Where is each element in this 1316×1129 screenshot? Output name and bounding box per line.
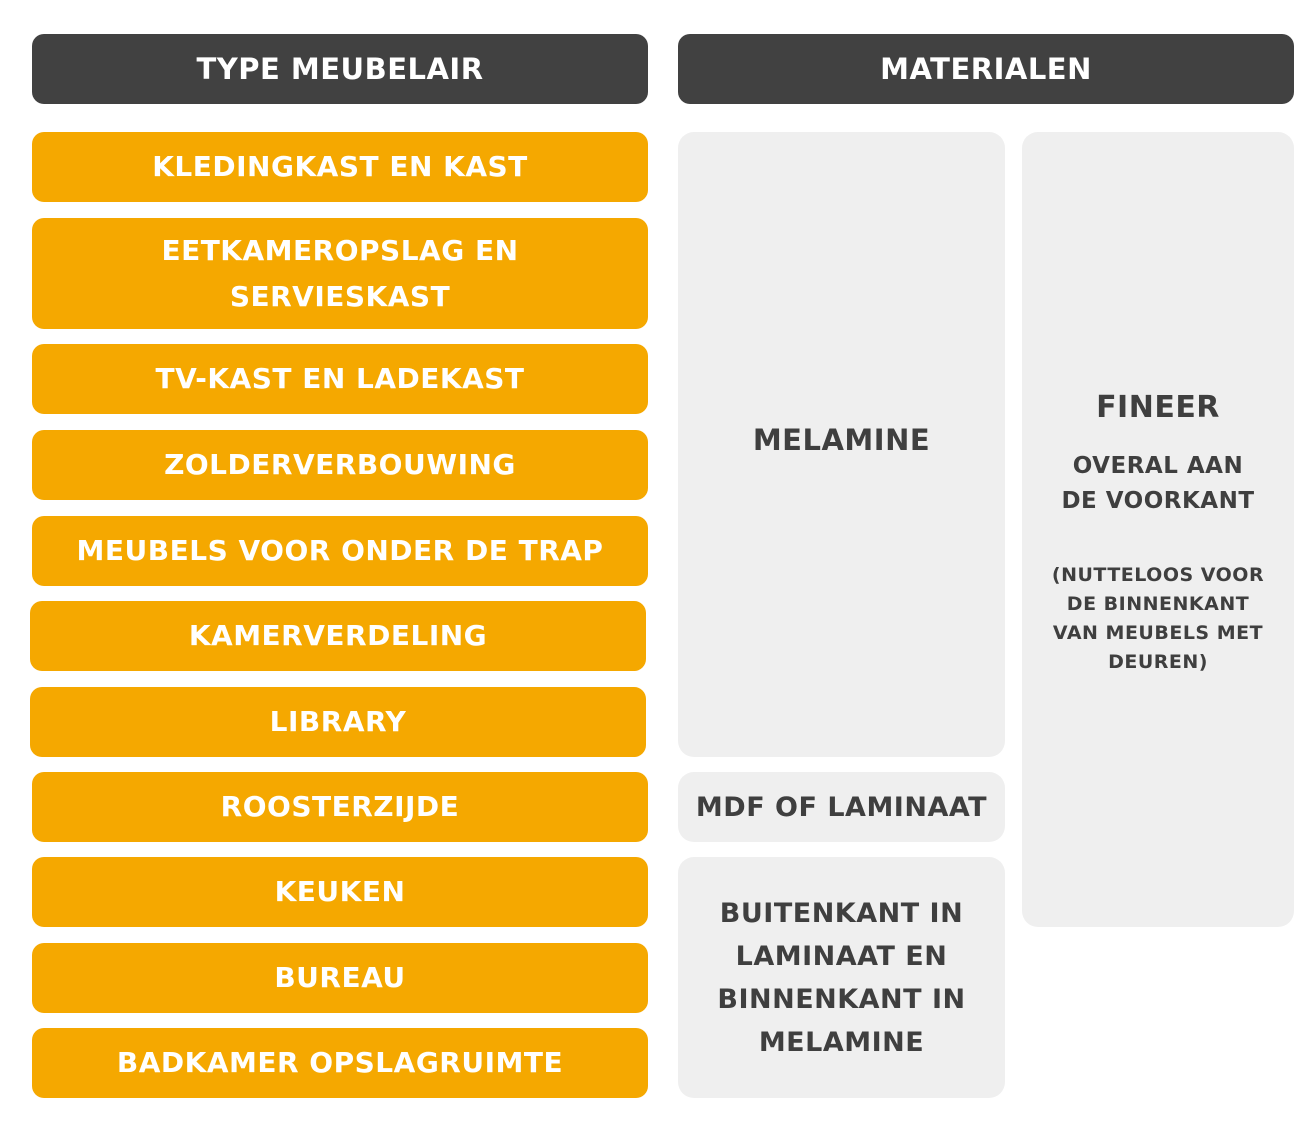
material-fineer-subtitle: OVERAL AAN DE VOORKANT: [1061, 453, 1255, 514]
type-zolderverbouwing: ZOLDERVERBOUWING: [32, 430, 648, 500]
material-mdf-label: MDF OF LAMINAAT: [695, 791, 988, 823]
type-badkamer-opslagruimte: BADKAMER OPSLAGRUIMTE: [32, 1028, 648, 1098]
material-buitenkant-label: BUITENKANT IN LAMINAAT EN BINNENKANT IN MELAMINE: [717, 897, 966, 1058]
material-mdf-laminaat: [678, 772, 1005, 842]
type-kamerverdeling: KAMERVERDELING: [30, 601, 646, 671]
type-meubels-onder-trap: MEUBELS VOOR ONDER DE TRAP: [32, 516, 648, 586]
header-type-meubelair: TYPE MEUBELAIR: [32, 34, 648, 104]
material-melamine: [678, 132, 1005, 757]
type-roosterzijde: ROOSTERZIJDE: [32, 772, 648, 842]
material-buitenkant-laminaat: [678, 857, 1005, 1098]
type-tv-kast: TV-KAST EN LADEKAST: [32, 344, 648, 414]
material-fineer-note: (NUTTELOOS VOOR DE BINNENKANT VAN MEUBELS MET DEUREN): [1051, 564, 1265, 673]
type-keuken: KEUKEN: [32, 857, 648, 927]
material-fineer: [1022, 132, 1294, 927]
material-fineer-title: FINEER: [1096, 390, 1220, 425]
type-library: LIBRARY: [30, 687, 646, 757]
type-eetkameropslag: EETKAMEROPSLAG EN SERVIESKAST: [32, 218, 648, 329]
type-bureau: BUREAU: [32, 943, 648, 1013]
material-melamine-label: MELAMINE: [752, 422, 931, 457]
header-materialen: MATERIALEN: [678, 34, 1294, 104]
type-kledingkast: KLEDINGKAST EN KAST: [32, 132, 648, 202]
